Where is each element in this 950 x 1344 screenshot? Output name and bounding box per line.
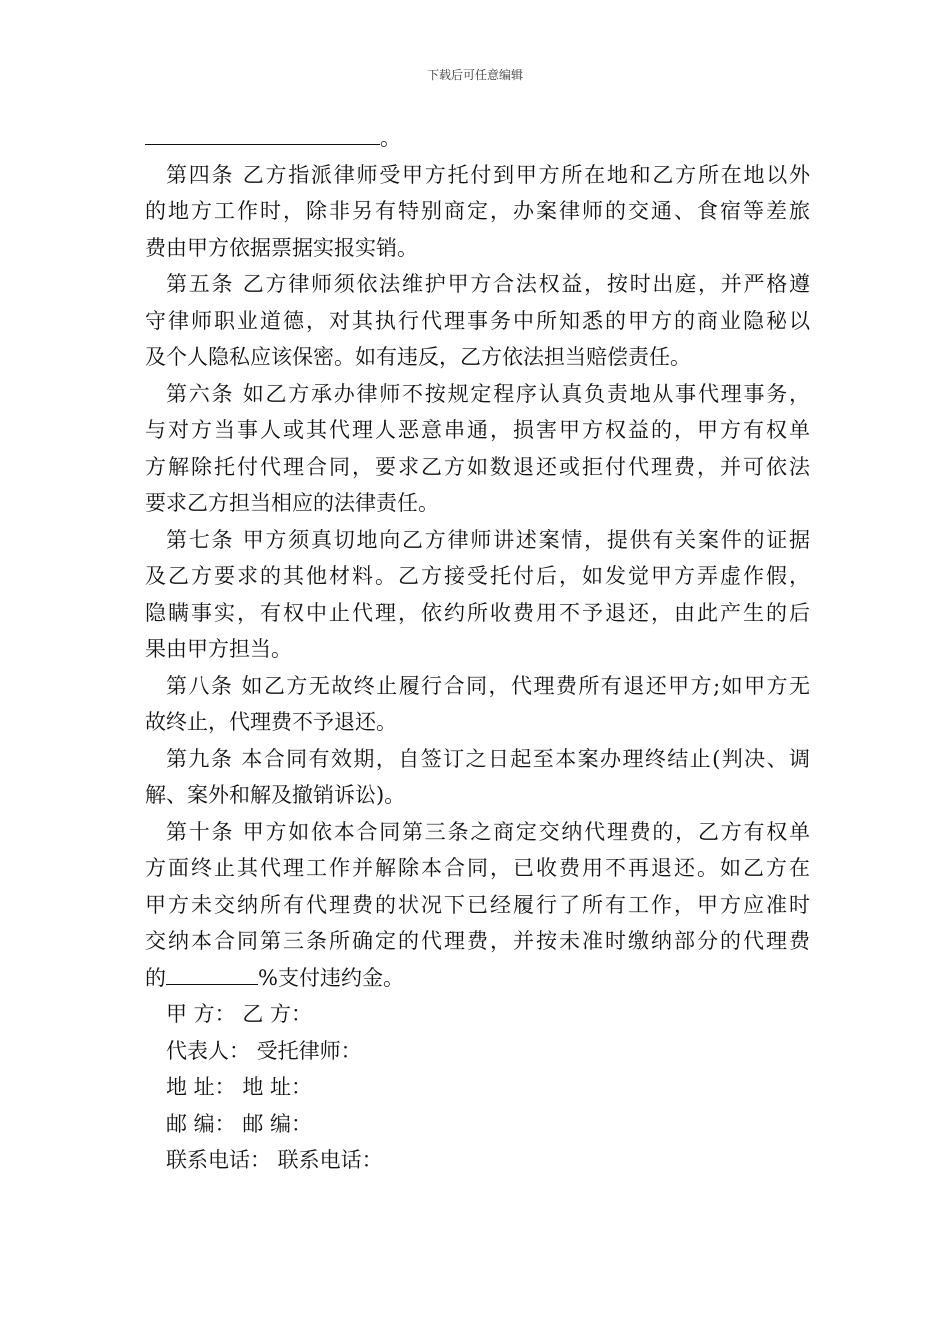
signature-party-line: 甲 方： 乙 方： bbox=[166, 1002, 313, 1026]
article-7 bbox=[145, 522, 810, 668]
article-line: 费由甲方依据票据实报实销。 bbox=[145, 235, 418, 260]
article-line: 方面终止其代理工作并解除本合同，已收费用不再退还。如乙方在 bbox=[145, 856, 810, 880]
article-8 bbox=[145, 668, 810, 741]
article-line: 第八条 如乙方无故终止履行合同，代理费所有退还甲方;如甲方无 bbox=[166, 673, 810, 698]
article-line: 守律师职业道德，对其执行代理事务中所知悉的甲方的商业隐秘以 bbox=[145, 308, 810, 333]
page-header-note: 下载后可任意编辑 bbox=[426, 68, 523, 82]
article-line: 第九条 本合同有效期，自签订之日起至本案办理终结止(判决、调 bbox=[166, 746, 810, 771]
penalty-suffix: %支付违约金。 bbox=[258, 965, 404, 990]
blank-underline bbox=[145, 124, 380, 145]
article-line: 故终止，代理费不予退还。 bbox=[145, 710, 397, 734]
penalty-prefix: 的 bbox=[145, 965, 166, 990]
article-4 bbox=[145, 157, 810, 267]
article-line: 第十条 甲方如依本合同第三条之商定交纳代理费的，乙方有权单 bbox=[166, 819, 810, 844]
article-line: 隐瞒事实，有权中止代理，依约所收费用不予退还，由此产生的后 bbox=[145, 600, 810, 625]
article-line: 方解除托付代理合同，要求乙方如数退还或拒付代理费，并可依法 bbox=[145, 454, 810, 479]
article-line: 第五条 乙方律师须依法维护甲方合法权益，按时出庭，并严格遵 bbox=[166, 272, 810, 296]
article-line: 果由甲方担当。 bbox=[145, 637, 292, 661]
article-line: 甲方未交纳所有代理费的状况下已经履行了所有工作，甲方应准时 bbox=[145, 892, 810, 917]
signature-phone-line: 联系电话： 联系电话： bbox=[166, 1148, 383, 1172]
article-line: 及乙方要求的其他材料。乙方接受托付后，如发觉甲方弄虚作假， bbox=[145, 564, 810, 588]
article-line: 与对方当事人或其代理人恶意串通，损害甲方权益的，甲方有权单 bbox=[145, 418, 810, 442]
blank-fill-line bbox=[145, 120, 810, 157]
article-line: 的地方工作时，除非另有特别商定，办案律师的交通、食宿等差旅 bbox=[145, 199, 810, 223]
article-6 bbox=[145, 376, 810, 522]
article-line: 解、案外和解及撤销诉讼)。 bbox=[145, 783, 406, 807]
article-line: 第六条 如乙方承办律师不按规定程序认真负责地从事代理事务， bbox=[166, 381, 810, 406]
signature-postcode-line: 邮 编： 邮 编： bbox=[166, 1111, 313, 1136]
penalty-blank bbox=[166, 964, 258, 985]
article-line: 及个人隐私应该保密。如有违反，乙方依法担当赔偿责任。 bbox=[145, 345, 691, 369]
signature-representative-line: 代表人： 受托律师： bbox=[166, 1038, 362, 1063]
contract-body bbox=[145, 120, 810, 1179]
penalty-line bbox=[145, 960, 810, 997]
article-line: 要求乙方担当相应的法律责任。 bbox=[145, 491, 439, 515]
article-10 bbox=[145, 814, 810, 997]
article-5 bbox=[145, 266, 810, 376]
article-line: 第七条 甲方须真切地向乙方律师讲述案情，提供有关案件的证据 bbox=[166, 527, 810, 552]
article-line: 第四条 乙方指派律师受甲方托付到甲方所在地和乙方所在地以外 bbox=[166, 162, 810, 187]
blank-period: 。 bbox=[380, 126, 401, 150]
article-9 bbox=[145, 741, 810, 814]
signature-address-line: 地 址： 地 址： bbox=[166, 1075, 313, 1099]
signature-block bbox=[145, 996, 810, 1179]
article-line: 交纳本合同第三条所确定的代理费，并按未准时缴纳部分的代理费 bbox=[145, 929, 810, 953]
